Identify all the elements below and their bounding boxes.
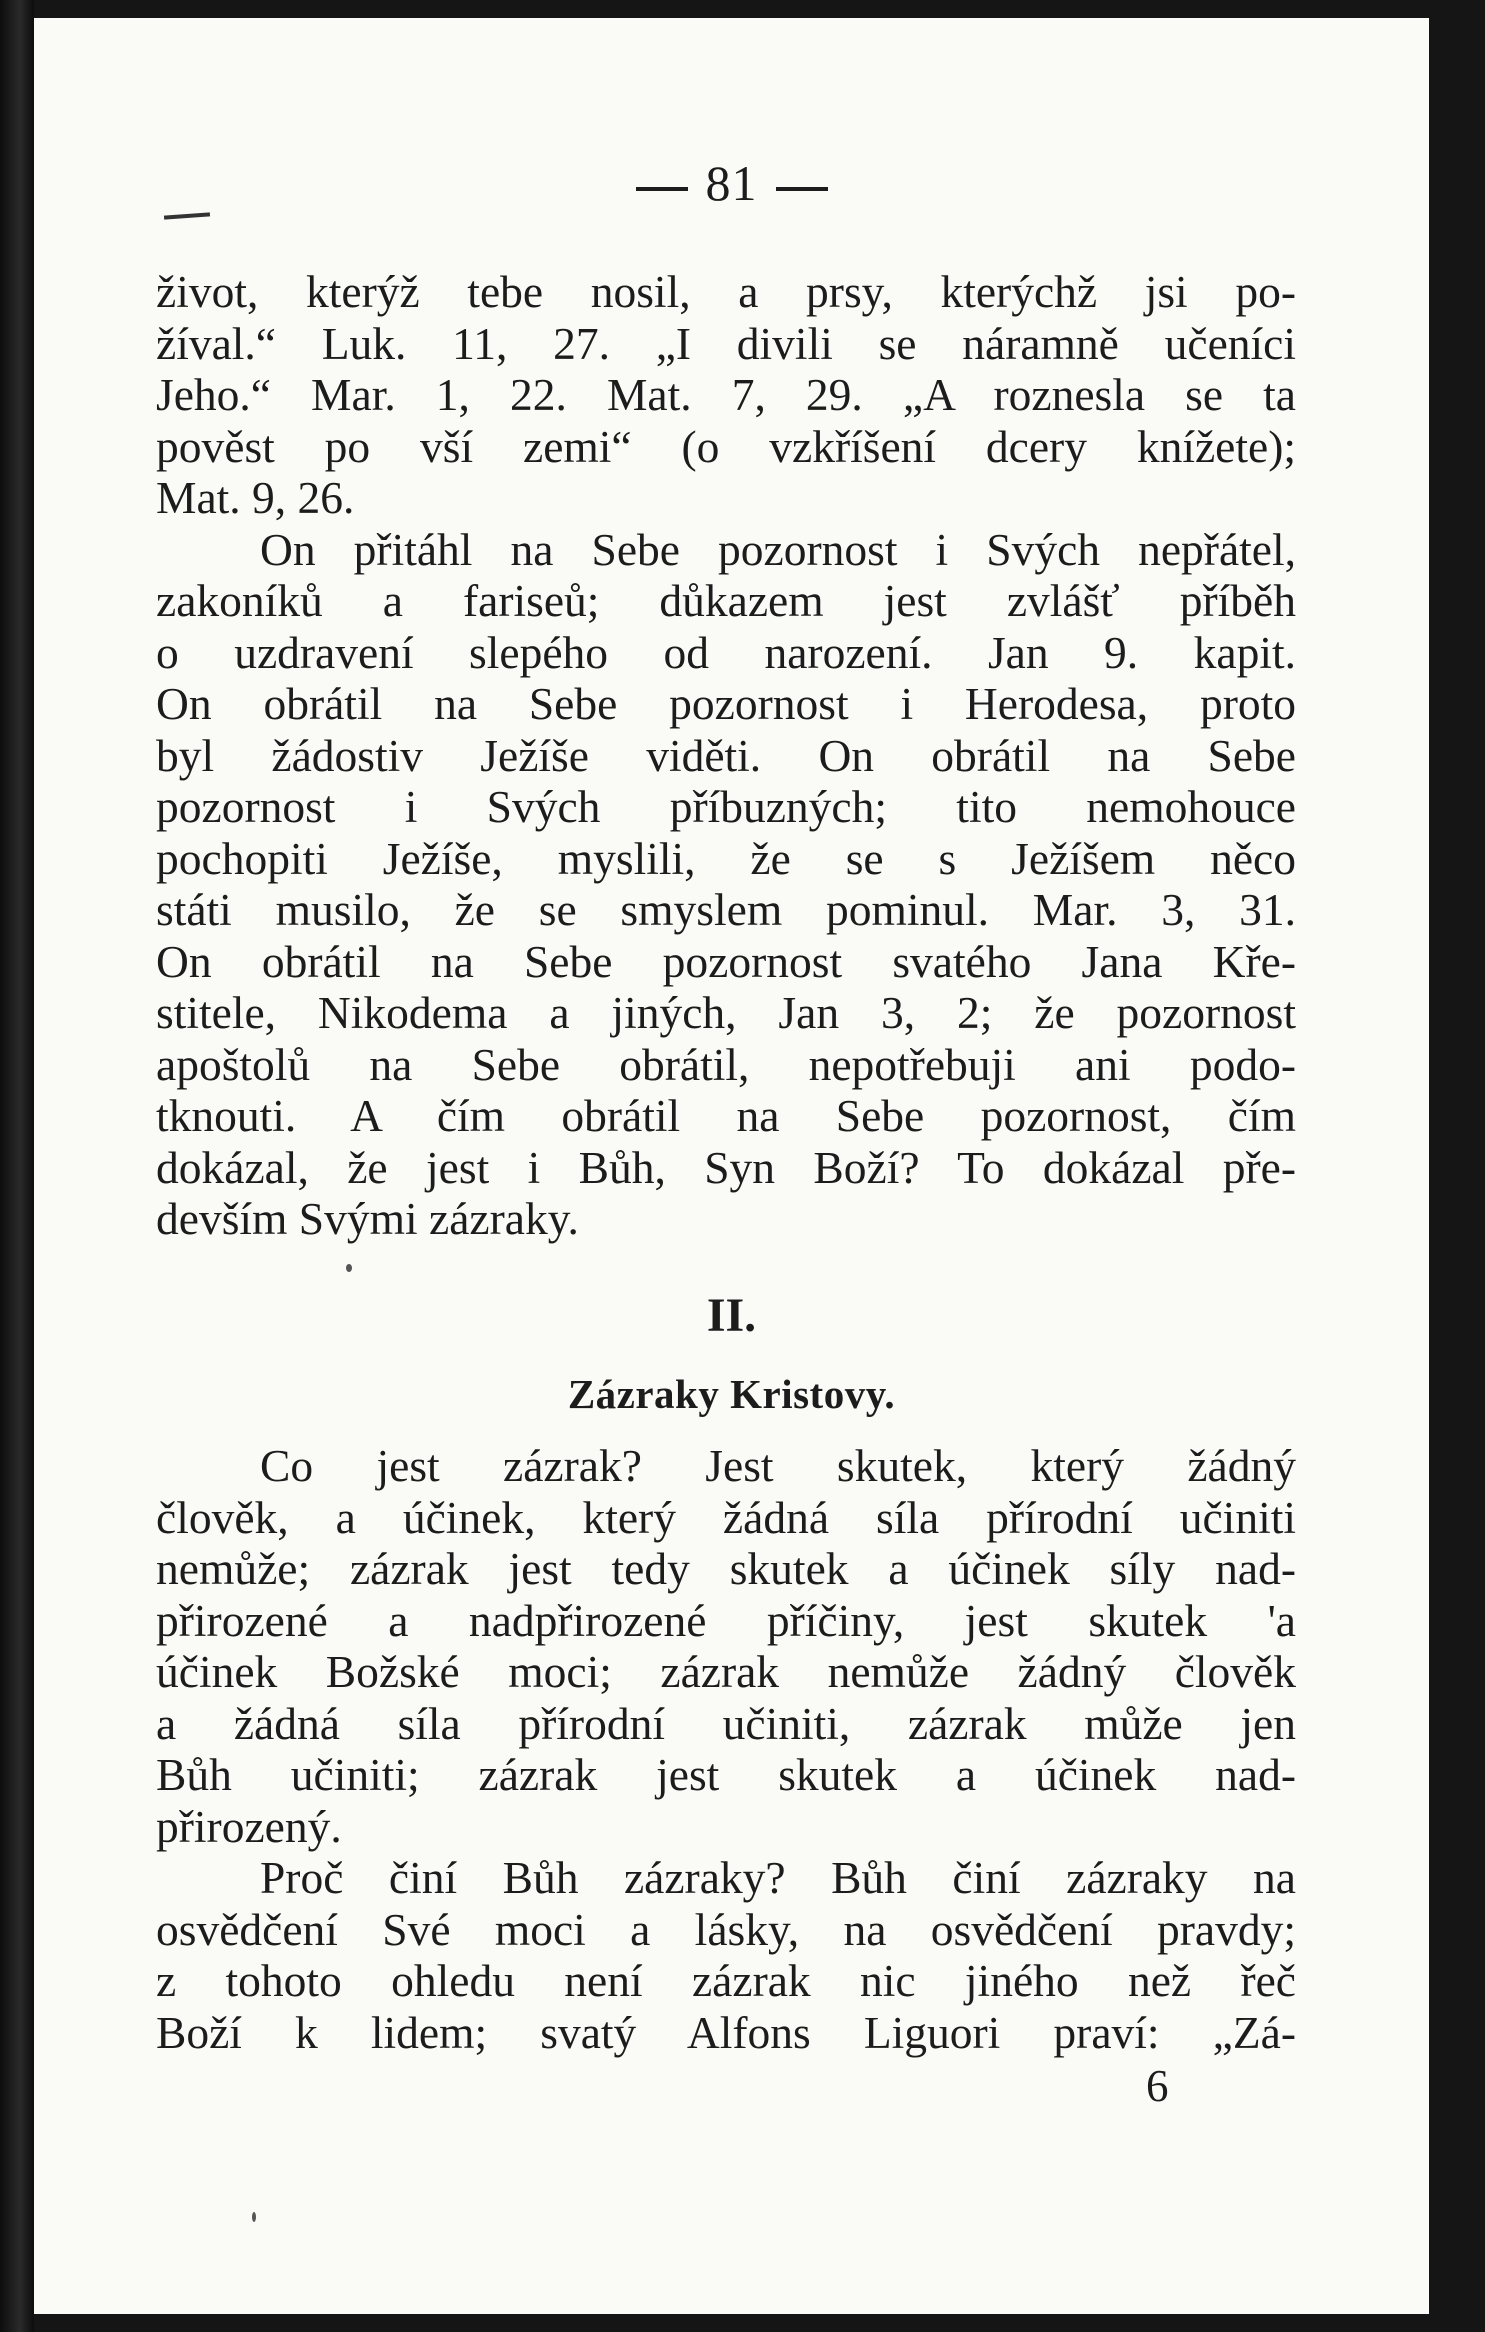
text-line: nemůže; zázrak jest tedy skutek a účinek síly nad- xyxy=(156,1543,1296,1594)
text-line: Boží k lidem; svatý Alfons Liguori praví: „Zá- xyxy=(156,2006,1296,2058)
page-number-value: 81 xyxy=(705,155,758,211)
text-line: apoštolů na Sebe obrátil, nepotřebuji ani podo- xyxy=(156,1038,1296,1090)
text-line: Bůh učiniti; zázrak jest skutek a účinek nad- xyxy=(156,1749,1296,1800)
text-line: přirozený. xyxy=(156,1800,342,1852)
text-line: pozornost i Svých příbuzných; tito nemohouce xyxy=(156,781,1296,832)
text-line: účinek Božské moci; zázrak nemůže žádný člověk xyxy=(156,1646,1296,1697)
text-line: zakoníků a fariseů; důkazem jest zvlášť příběh xyxy=(156,575,1296,626)
text-line: byl žádostiv Ježíše viděti. On obrátil na Sebe xyxy=(156,729,1296,781)
text-line: osvědčení Své moci a lásky, na osvědčení pravdy; xyxy=(156,1903,1296,1955)
text-line: pochopiti Ježíše, myslili, že se s Ježíšem něco xyxy=(156,832,1296,884)
text-line: Mat. 9, 26. xyxy=(156,472,355,523)
scan-speck xyxy=(346,1264,352,1272)
text-line: tknouti. A čím obrátil na Sebe pozornost, čím xyxy=(156,1090,1296,1141)
text-line: stitele, Nikodema a jiných, Jan 3, 2; že pozornost xyxy=(156,987,1296,1038)
text-line: devším Svými zázraky. xyxy=(156,1193,579,1244)
text-line: státi musilo, že se smyslem pominul. Mar. 3, 31. xyxy=(156,884,1296,935)
scan-left-edge xyxy=(0,0,34,2332)
text-line: přirozené a nadpřirozené příčiny, jest skutek 'a xyxy=(156,1594,1296,1646)
text-line: On obrátil na Sebe pozornost svatého Jana Kře- xyxy=(156,935,1296,987)
text-line: pověst po vší zemi“ (o vzkříšení dcery knížete); xyxy=(156,420,1296,472)
section-number: II. xyxy=(706,1289,757,1342)
text-line: člověk, a účinek, který žádná síla přírodní učiniti xyxy=(156,1491,1296,1543)
text-block-lower xyxy=(156,1440,1296,2058)
book-page xyxy=(34,18,1429,2314)
text-line: On přitáhl na Sebe pozornost i Svých nepřátel, xyxy=(260,523,1296,575)
folio-dash-left xyxy=(636,187,688,191)
page-number xyxy=(34,154,1429,212)
text-line: o uzdravení slepého od narození. Jan 9. kapit. xyxy=(156,626,1296,678)
scan-mark xyxy=(164,212,210,219)
text-line: Proč činí Bůh zázraky? Bůh činí zázraky na xyxy=(260,1852,1296,1903)
text-line: dokázal, že jest i Bůh, Syn Boží? To dokázal pře- xyxy=(156,1141,1296,1193)
text-line: On obrátil na Sebe pozornost i Herodesa, proto xyxy=(156,678,1296,729)
signature-mark: 6 xyxy=(1146,2061,1169,2111)
text-block-upper xyxy=(156,266,1296,1245)
section-title: Zázraky Kristovy. xyxy=(567,1371,896,1417)
text-line: žíval.“ Luk. 11, 27. „I divili se náramně učeníci xyxy=(156,317,1296,369)
text-line: Jeho.“ Mar. 1, 22. Mat. 7, 29. „A roznesla se ta xyxy=(156,369,1296,420)
text-line: život, kterýž tebe nosil, a prsy, kterýchž jsi po- xyxy=(156,266,1296,317)
text-line: a žádná síla přírodní učiniti, zázrak může jen xyxy=(156,1697,1296,1749)
text-line: Co jest zázrak? Jest skutek, který žádný xyxy=(260,1440,1296,1491)
folio-dash-right xyxy=(776,187,828,191)
scan-speck xyxy=(252,2212,256,2222)
text-line: z tohoto ohledu není zázrak nic jiného než řeč xyxy=(156,1955,1296,2006)
